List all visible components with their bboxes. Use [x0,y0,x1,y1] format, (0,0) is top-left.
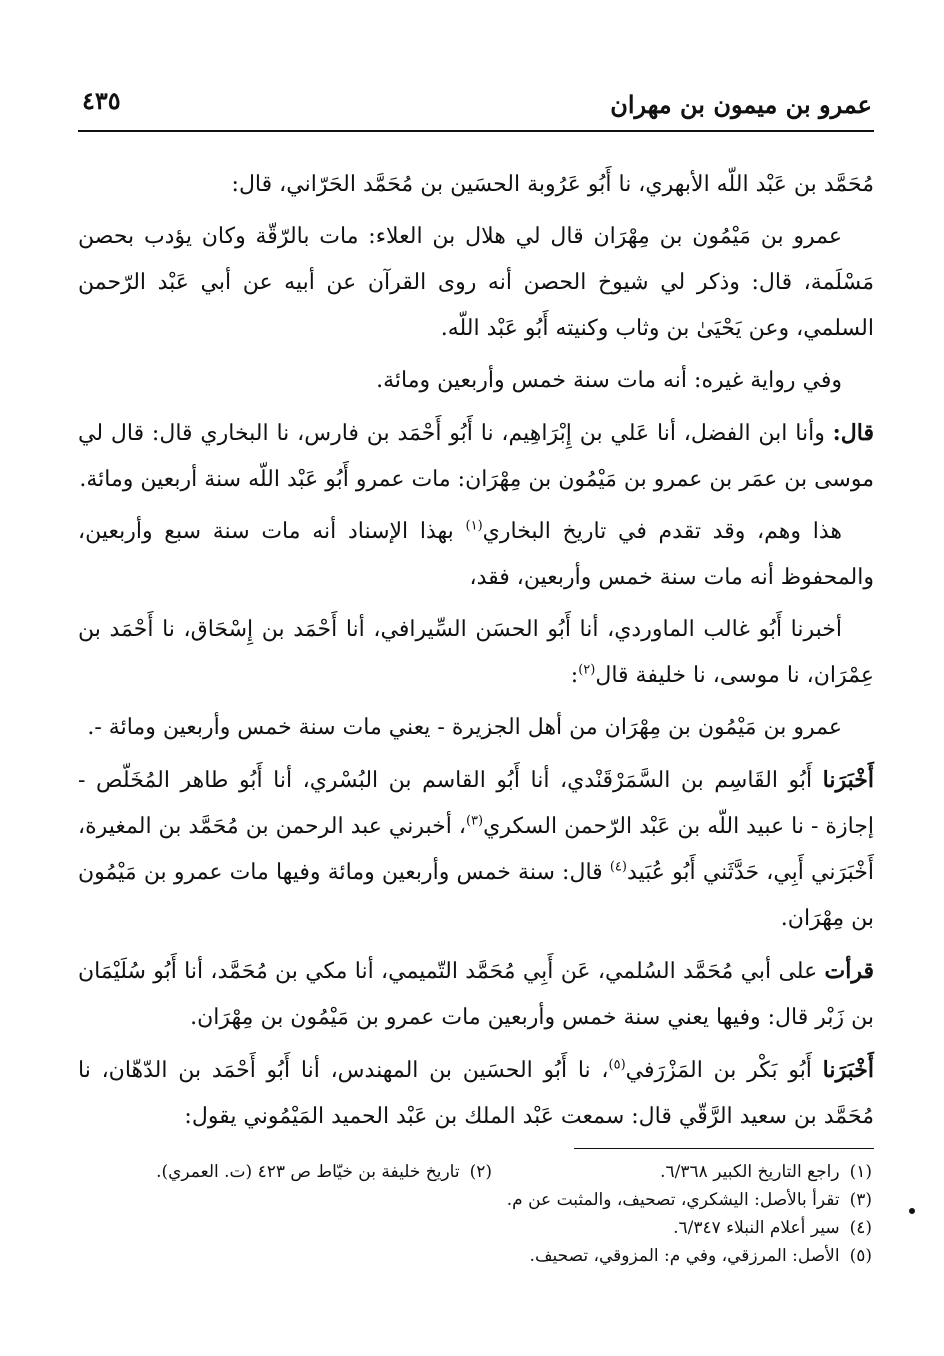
footnote-4-number: (٤) [849,1218,872,1238]
footnote-row [78,1158,872,1186]
paragraph-8-lead: أَخْبَرَنا [822,767,874,793]
paragraph-5-text-a: هذا وهم، وقد تقدم في تاريخ البخاري [482,519,842,544]
paragraph-2 [78,214,874,352]
paragraph-9-text: على أبي مُحَمَّد السُلمي، عَن أَبِي مُحَمَّد التّميمي، أنا مكي بن مُحَمَّد، أنا أَبُو سُلَيْمَان بن زَبْر قال: وفيها يعني سنة خمس وأربعين مات عمرو بن مَيْمُون بن مِهْرَان. [78,959,874,1030]
paragraph-8-text-c: قال: سنة خمس وأربعين ومائة وفيها مات عمرو بن مَيْمُون بن مِهْرَان. [78,860,874,931]
paragraph-7 [78,705,874,751]
paragraph-6-text-a: أخبرنا أَبُو غالب الماوردي، أنا أَبُو الحسَن السِّيرافي، أنا أَحْمَد بن إِسْحَاق، نا أَحْمَد بن عِمْرَان، نا موسى، نا خليفة قال [78,617,874,688]
paragraph-3-text: وفي رواية غيره: أنه مات سنة خمس وأربعين ومائة. [376,368,842,393]
paragraph-9-lead: قرأت [824,958,874,984]
footnotes [78,1158,872,1270]
page-number: ٤٣٥ [82,86,121,115]
footnote-1 [492,1158,872,1186]
footnote-ref-2[interactable]: (٢) [578,662,596,678]
paragraph-1-text: مُحَمَّد بن عَبْد اللّه الأبهري، نا أَبُو عَرُوبة الحسَين بن مُحَمَّد الحَرّاني، قال: [231,172,874,197]
footnote-ref-3[interactable]: (٣) [465,813,484,829]
paragraph-4-lead: قال: [832,420,874,446]
paragraph-6-text-b: : [570,663,579,688]
footnote-1-text: راجع التاريخ الكبير ٦/٣٦٨. [660,1162,840,1182]
paragraph-10-text-a: أَبُو بَكْر بن المَزْرَفي [625,1058,823,1083]
paragraph-10 [78,1047,874,1140]
footnote-5 [78,1242,872,1270]
paragraph-3 [78,358,874,404]
paragraph-1 [78,162,874,208]
footnote-5-number: (٥) [849,1246,872,1266]
paragraph-10-lead: أَخْبَرَنا [822,1057,874,1083]
page-header [78,80,874,132]
paragraph-7-text: عمرو بن مَيْمُون بن مِهْرَان من أهل الجزيرة - يعني مات سنة خمس وأربعين ومائة -. [87,715,842,740]
paragraph-6 [78,607,874,699]
footnote-ref-1[interactable]: (١) [465,518,483,534]
paragraph-10-text-b: ، نا أَبُو الحسَين بن المهندس، أنا أَبُو أَحْمَد بن الدّهّان، نا مُحَمَّد بن سعيد الرَّقّي قال: سمعت عَبْد الملك بن عَبْد الحميد المَيْمُوني يقول: [78,1058,874,1129]
footnote-ref-5[interactable]: (٥) [608,1057,626,1073]
paragraph-2-text: عمرو بن مَيْمُون بن مِهْرَان قال لي هلال بن العلاء: مات بالرّقّة وكان يؤدب بحصن مَسْلَمة، قال: وذكر لي شيوخ الحصن أنه روى القرآن عن أبيه عن أبي عَبْد الرّحمن السلمي، وعن يَحْيَىٰ بن وثاب وكنيته أَبُو عَبْد اللّه. [78,224,874,341]
footnote-2 [156,1158,492,1186]
footnote-4 [78,1214,872,1242]
paragraph-9 [78,948,874,1041]
paragraph-4-text: وأنا ابن الفضل، أنا عَلي بن إِبْرَاهِيم، نا أَبُو أَحْمَد بن فارس، نا البخاري قال: قال لي موسى بن عمَر بن عمرو بن مَيْمُون بن مِهْرَان: مات عمرو أَبُو عَبْد اللّه سنة أربعين ومائة. [78,421,874,492]
footnote-5-text: الأصل: المرزقي، وفي م: المزوقي، تصحيف. [529,1246,840,1266]
running-head: عمرو بن ميمون بن مهران [610,90,872,119]
paragraph-8-text-b: ، أخبرني عبد الرحمن بن مُحَمَّد بن المغيرة، أَخْبَرَني أَبِي، حَدَّثَني أَبُو عُبَيد [78,814,874,885]
footnote-2-text: تاريخ خليفة بن خيّاط ص ٤٢٣ (ت. العمري). [156,1162,460,1182]
footnote-1-number: (١) [849,1162,872,1182]
footnote-divider [574,1148,874,1149]
paragraph-8 [78,757,874,942]
paragraph-8-text-a: أَبُو القَاسِم بن السَّمَرْقَنْدي، أنا أَبُو القاسم بن البُسْري، أنا أَبُو طاهر المُخَلّص - إجازة - نا عبيد اللّه بن عَبْد الرّحمن السكري [78,768,874,839]
margin-dot [909,1208,915,1214]
footnote-3-number: (٣) [849,1190,872,1210]
footnote-4-text: سير أعلام النبلاء ٦/٣٤٧. [673,1218,840,1238]
paragraph-5 [78,509,874,601]
main-text [78,162,874,1129]
footnote-3-text: تقرأ بالأصل: اليشكري، تصحيف، والمثبت عن م. [506,1190,840,1210]
paragraph-5-text-b: بهذا الإسناد أنه مات سنة سبع وأربعين، والمحفوظ أنه مات سنة خمس وأربعين، فقد، [78,519,874,590]
footnote-3 [78,1186,872,1214]
paragraph-4 [78,410,874,503]
footnote-2-number: (٢) [469,1162,492,1182]
footnote-ref-4[interactable]: (٤) [609,859,627,875]
